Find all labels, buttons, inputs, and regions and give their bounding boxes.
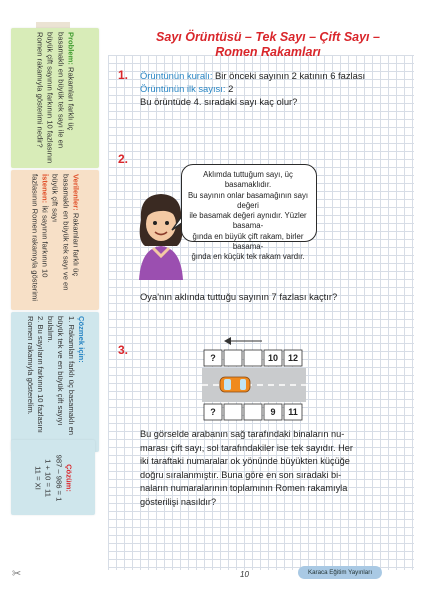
solution-line-1: 987 – 986 = 1 xyxy=(54,454,64,501)
paragraph-line: Bu görselde arabanın sağ tarafındaki binaların nu- xyxy=(140,429,345,439)
question-2-number: 2. xyxy=(118,152,129,166)
first-number-value: 2 xyxy=(228,83,234,94)
building-number: ? xyxy=(210,407,216,417)
solve-step-2: 2. Bu sayıların farkının 10 fazlasını Romen rakamıyla gösterelim. xyxy=(25,316,45,433)
paragraph-line: iki taraftaki numaralar ok yönünde büyükten küçüğe xyxy=(140,456,350,467)
bubble-line: Bu sayının onlar basamağının sayı değeri xyxy=(187,190,309,210)
bubble-line: Aklımda tuttuğum sayı, üç basamaklıdır. xyxy=(203,170,293,190)
building-number: 12 xyxy=(287,353,298,363)
wanted-text: İki sayının farkının 10 fazlasının Romen rakamıyla gösterimi xyxy=(30,174,50,302)
problem-note xyxy=(11,28,99,168)
solution-note xyxy=(11,440,95,515)
publisher-badge: Karaca Eğitim Yayınları xyxy=(298,566,382,579)
given-label: Verilenler: xyxy=(71,174,81,211)
paragraph-line: naların numaralarının toplamının Romen rakamıyla xyxy=(140,483,348,494)
building-number: 9 xyxy=(270,407,276,417)
problem-text: Rakamları farklı üç basamaklı en büyük tek sayı ile en büyük çift sayının farkının 10 fazlasının Romen rakamıyla gösterimi nedir? xyxy=(35,32,76,164)
building-number: 11 xyxy=(288,407,298,417)
building-number: ? xyxy=(210,353,216,363)
rule-label: Örüntünün kuralı: xyxy=(140,70,213,81)
solve-steps-label: Çözmek için: xyxy=(76,316,86,363)
solve-steps-note xyxy=(11,312,99,452)
paragraph-line: marası çift sayı, sol tarafındakiler ise tek sayıdır. Her xyxy=(140,442,353,453)
arrow-left-icon xyxy=(224,336,264,346)
speech-bubble-text xyxy=(186,170,310,263)
top-building-row xyxy=(204,350,308,366)
bubble-line: ile basamak değeri aynıdır. Yüzler basama- xyxy=(189,211,307,231)
building-number: 10 xyxy=(267,353,278,363)
first-number-label: Örüntünün ilk sayısı: xyxy=(140,83,226,94)
scissors-icon: ✂ xyxy=(12,568,22,580)
question-1-number: 1. xyxy=(118,68,129,82)
paragraph-line: gösterilişi nasıldır? xyxy=(140,496,217,507)
rule-text: Bir önceki sayının 2 katının 6 fazlası xyxy=(215,70,366,81)
question-3-number: 3. xyxy=(118,343,129,357)
wanted-label: İstenen: xyxy=(40,174,50,204)
bubble-line: ğında en küçük tek rakam vardır. xyxy=(191,252,305,262)
solution-line-3: 11 = XI xyxy=(33,465,43,490)
bottom-building-row xyxy=(204,404,308,420)
question-1-text xyxy=(140,69,410,108)
solution-label: Çözüm: xyxy=(64,463,74,492)
solve-step-1: 1. Rakamları farklı üç basamaklı en büyük tek ve en büyük çift sayıyı bulalım. xyxy=(46,316,76,436)
given-note xyxy=(11,170,99,310)
title-line-1: Sayı Örüntüsü – Tek Sayı – Çift Sayı – xyxy=(156,30,380,44)
title-line-2: Romen Rakamları xyxy=(215,45,321,59)
sidebar-notes xyxy=(6,0,106,600)
question-1-prompt: Bu örüntüde 4. sıradaki sayı kaç olur? xyxy=(140,96,298,107)
question-3-text xyxy=(140,428,412,510)
bubble-line: ğında en büyük çift rakam, birler basama- xyxy=(192,231,304,252)
car-icon xyxy=(220,377,250,392)
solution-line-2: 1 + 10 = 11 xyxy=(44,458,53,497)
question-2-prompt: Oya'nın aklında tuttuğu sayının 7 fazlası kaçtır? xyxy=(140,291,338,302)
page-number: 10 xyxy=(240,570,249,579)
problem-label: Problem: xyxy=(66,32,76,65)
page-title xyxy=(118,30,418,60)
given-text: Rakamları farklı üç basamaklı en büyük tek sayı ve en büyük çift sayı xyxy=(51,174,81,291)
paragraph-line: doğru sıralanmıştır. Buna göre en son sıradaki bi- xyxy=(140,469,342,480)
